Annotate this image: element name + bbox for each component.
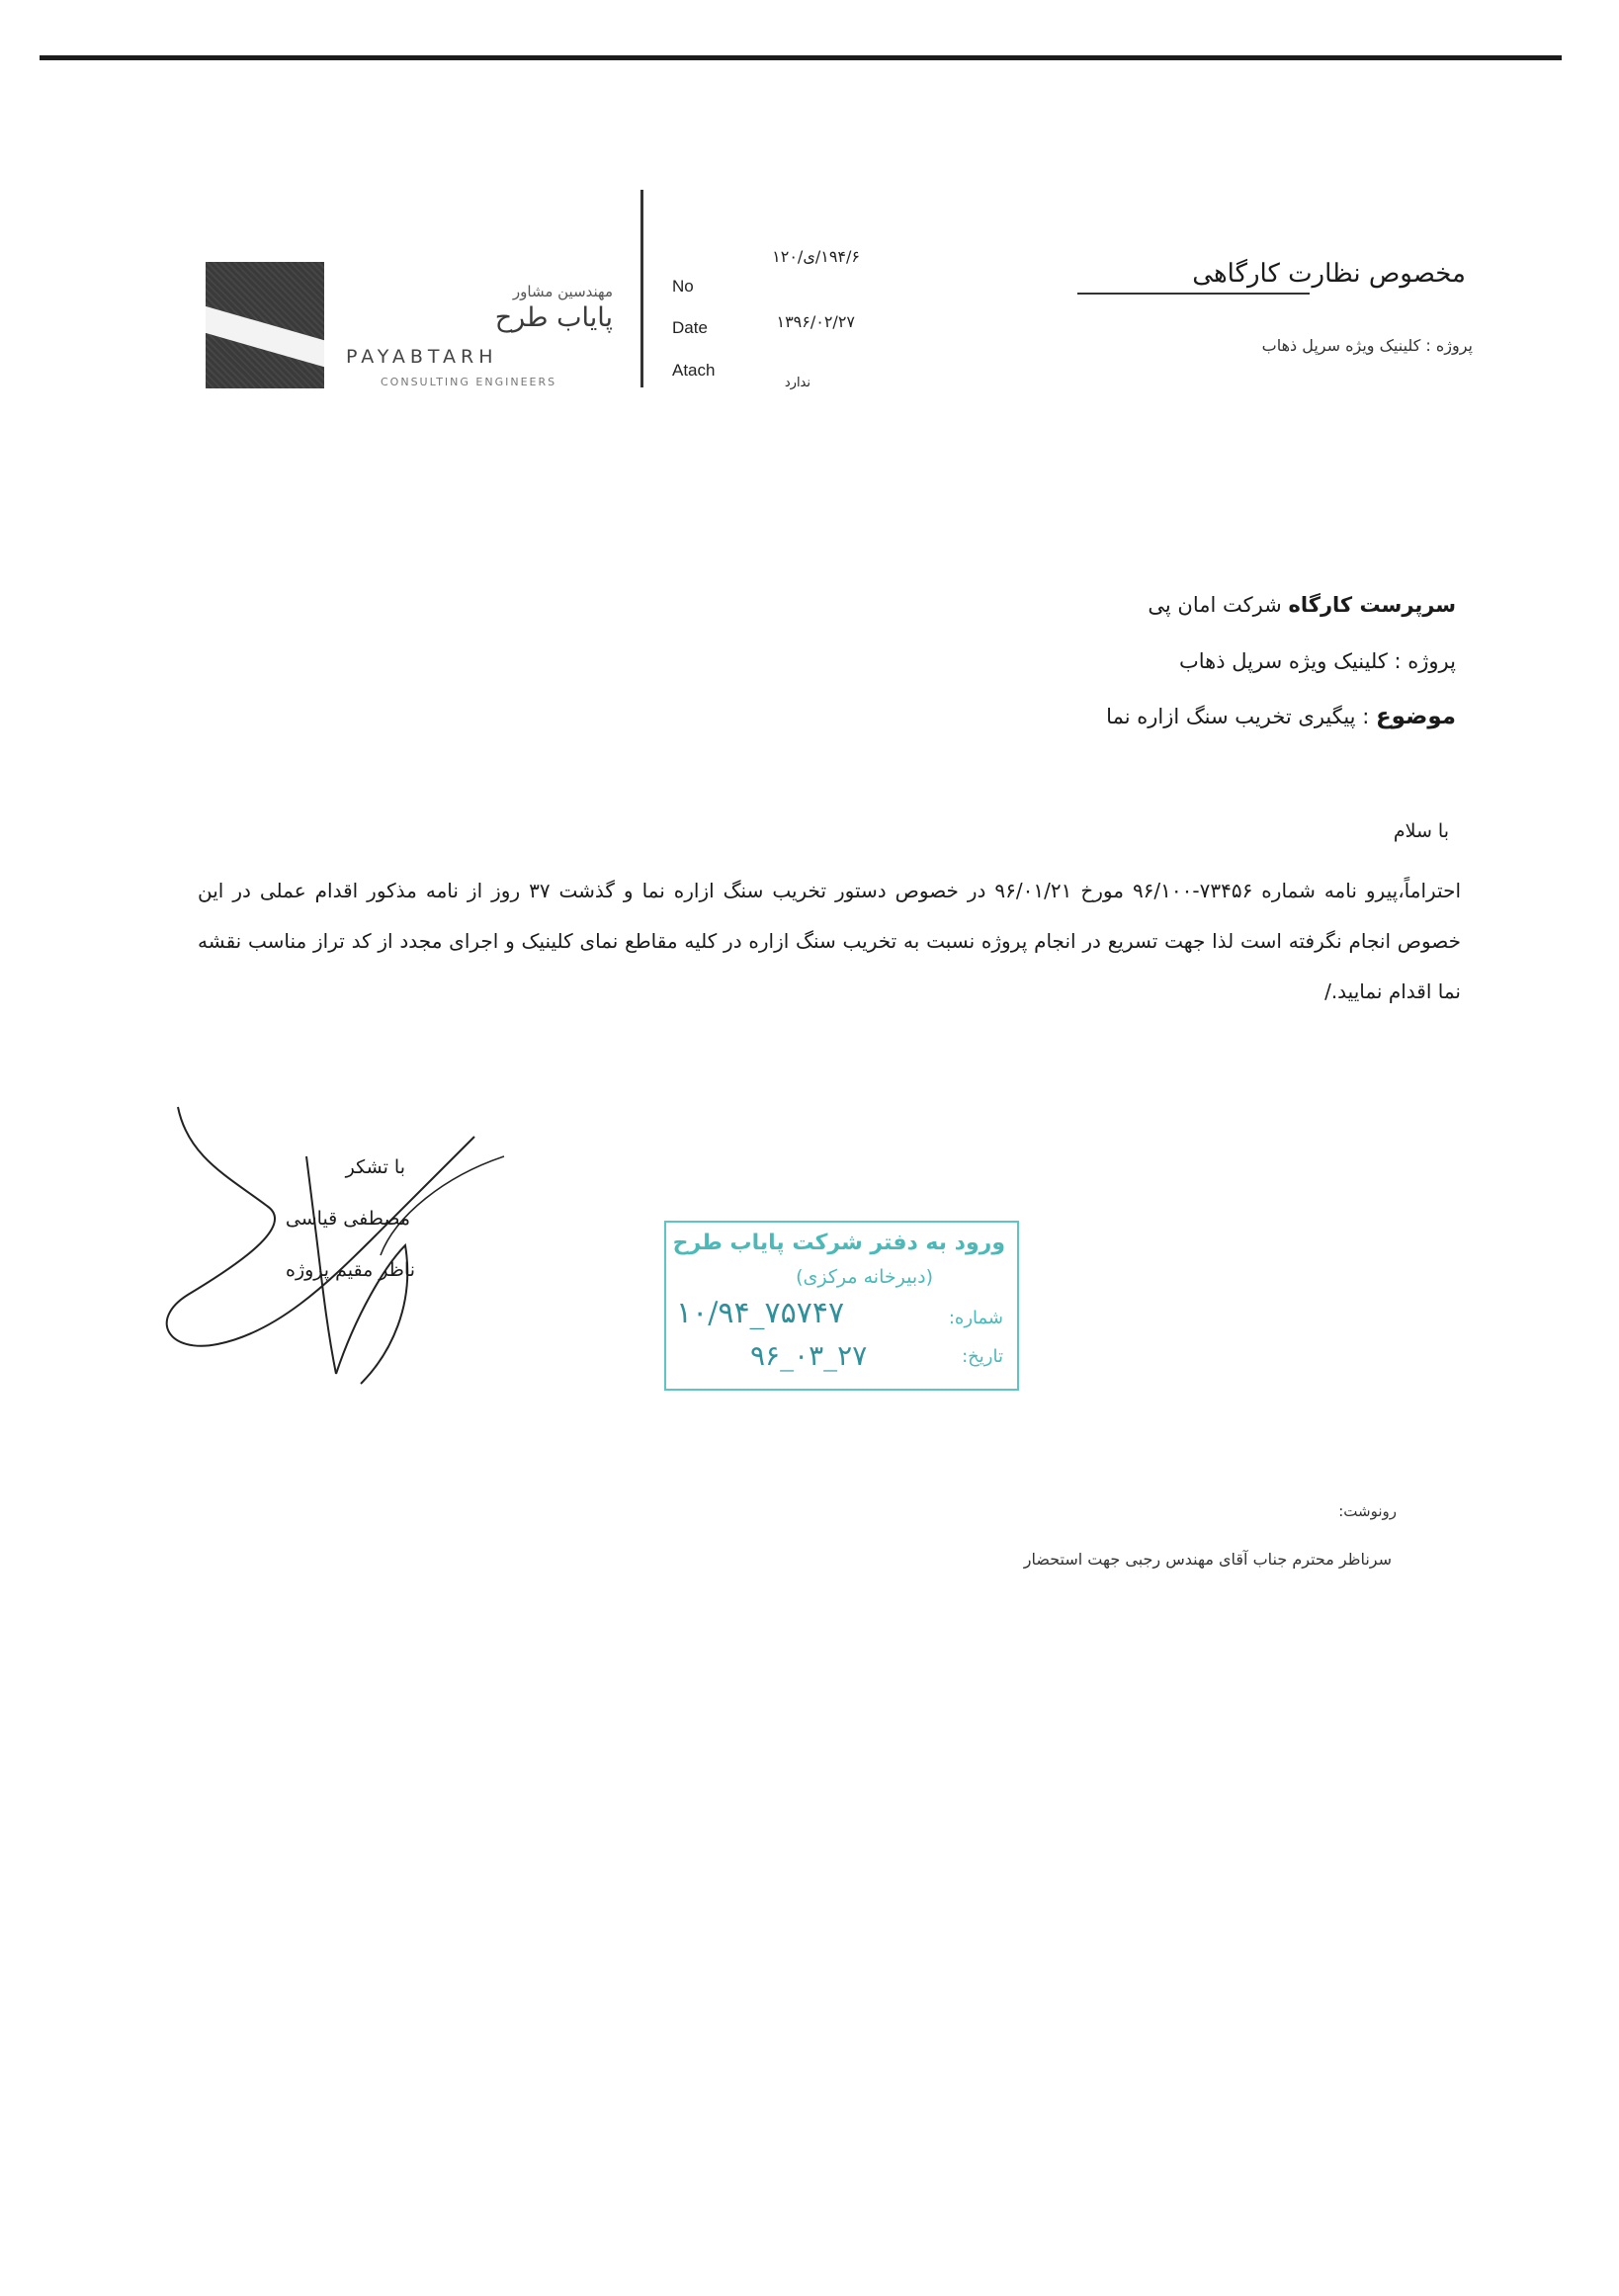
signature-closing: با تشکر — [345, 1156, 405, 1178]
letter-date: ۱۳۹۶/۰۲/۲۷ — [776, 312, 855, 331]
stamp-number-value: ۱۰/۹۴_۷۵۷۴۷ — [676, 1296, 845, 1330]
payabtarh-logo-icon — [206, 262, 324, 388]
logo-persian-name: پایاب طرح — [494, 302, 613, 333]
greeting: با سلام — [1393, 820, 1449, 842]
letter-body: احتراماً،پیرو نامه شماره ۷۳۴۵۶-۹۶/۱۰۰ مورخ ۹۶/۰۱/۲۱ در خصوص دستور تخریب سنگ ازاره نما و گذشت ۳۷ روز از نامه مذکور اقدام عملی در این خصوص انجام نگرفته است لذا جهت تسریع در انجام پروژه نسبت به تخریب سنگ ازاره در کلیه مقاطع نمای کلینیک و اجرای مجدد از کد تراز مناسب نقشه نما اقدام نمایید./ — [198, 879, 1462, 1003]
no-label: No — [672, 277, 694, 296]
recipient-line — [1148, 593, 1456, 617]
stamp-number-label: شماره: — [948, 1308, 1003, 1328]
recipient-company: شرکت امان پی — [1148, 593, 1289, 617]
cc-recipient: سرناظر محترم جناب آقای مهندس رجبی جهت استحضار — [1023, 1550, 1392, 1569]
subject-label: موضوع — [1375, 704, 1456, 729]
subject-line — [1106, 704, 1456, 729]
header-project: پروژه : کلینیک ویژه سرپل ذهاب — [1261, 336, 1473, 355]
stamp-secretariat-line: (دبیرخانه مرکزی) — [796, 1266, 933, 1288]
logo-latin-subtitle: CONSULTING ENGINEERS — [381, 376, 557, 388]
stamp-office-line: ورود به دفتر شرکت پایاب طرح — [672, 1231, 1005, 1255]
top-rule — [40, 55, 1562, 60]
signature-name: مصطفی قیاسی — [285, 1208, 410, 1230]
signature-title: ناظر مقیم پروژه — [285, 1259, 415, 1281]
letter-number: ۱۹۴/۶/ی/۱۲۰ — [772, 247, 860, 266]
receipt-stamp — [664, 1221, 1019, 1391]
header-title: مخصوص نظارت کارگاهی — [1192, 259, 1466, 289]
project-line: پروژه : کلینیک ویژه سرپل ذهاب — [1178, 649, 1456, 673]
signature-scribble — [148, 1097, 563, 1394]
subject-text: : پیگیری تخریب سنگ ازاره نما — [1106, 705, 1376, 728]
atach-label: Atach — [672, 361, 716, 380]
stamp-date-label: تاریخ: — [962, 1346, 1003, 1367]
date-label: Date — [672, 318, 708, 337]
header-divider — [640, 190, 643, 387]
stamp-date-value: ۹۶_۰۳_۲۷ — [750, 1339, 868, 1372]
letter-attachment: ندارد — [784, 376, 810, 390]
header-underline — [1077, 293, 1310, 295]
cc-heading: رونوشت: — [1338, 1502, 1397, 1520]
recipient-title: سرپرست کارگاه — [1288, 593, 1456, 617]
logo-latin-name: PAYABTARH — [346, 346, 498, 368]
logo-persian-subtitle: مهندسین مشاور — [512, 283, 613, 300]
